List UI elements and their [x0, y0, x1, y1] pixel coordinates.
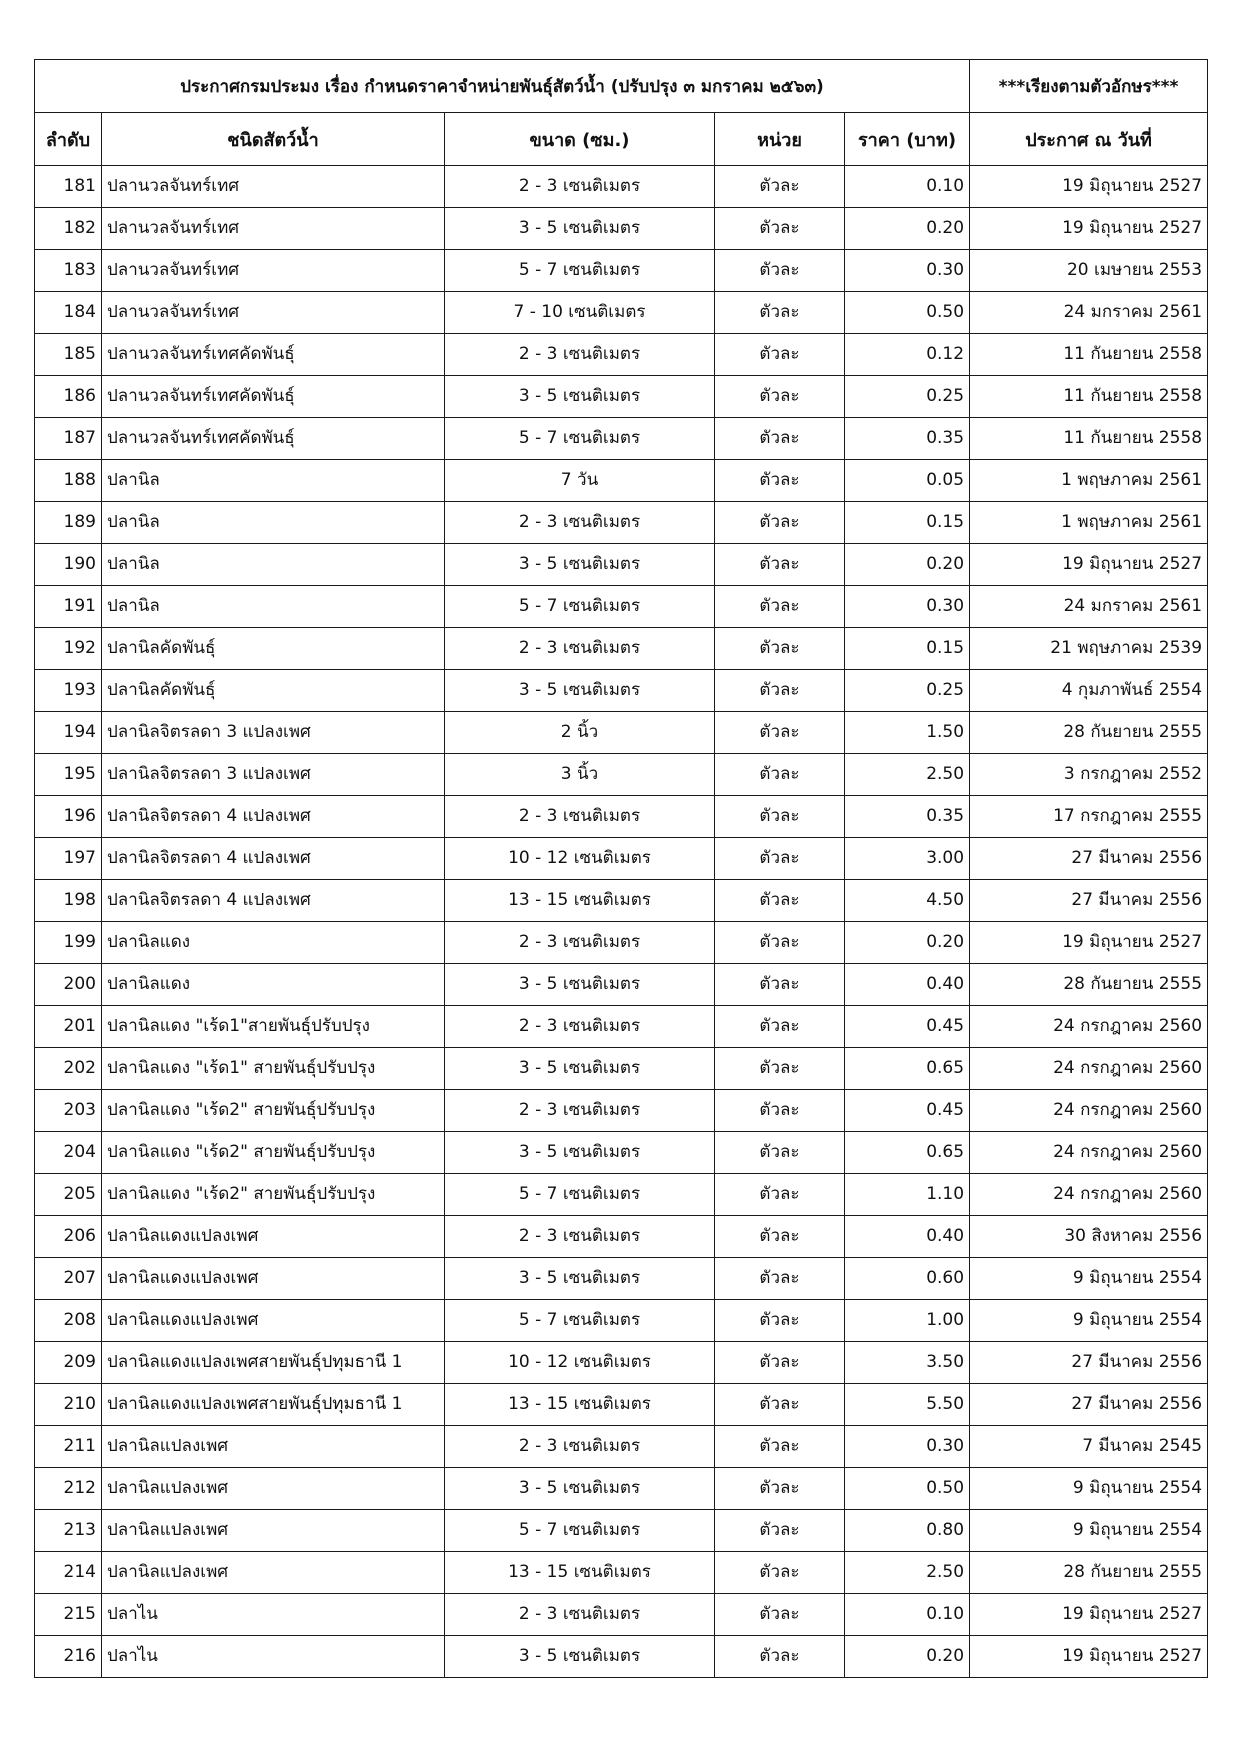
- cell-size: 5 - 7 เซนติเมตร: [445, 1174, 715, 1216]
- cell-no: 191: [35, 586, 102, 628]
- cell-size: 2 - 3 เซนติเมตร: [445, 334, 715, 376]
- table-row: [35, 922, 1208, 964]
- table-row: [35, 838, 1208, 880]
- cell-price: 0.05: [845, 460, 970, 502]
- cell-date: 19 มิถุนายน 2527: [970, 166, 1208, 208]
- cell-no: 183: [35, 250, 102, 292]
- cell-size: 2 - 3 เซนติเมตร: [445, 628, 715, 670]
- cell-size: 5 - 7 เซนติเมตร: [445, 418, 715, 460]
- cell-unit: ตัวละ: [715, 586, 845, 628]
- cell-unit: ตัวละ: [715, 1048, 845, 1090]
- cell-size: 13 - 15 เซนติเมตร: [445, 1552, 715, 1594]
- table-row: [35, 1132, 1208, 1174]
- cell-species: ปลานิลแดงแปลงเพศ: [102, 1216, 445, 1258]
- cell-size: 3 - 5 เซนติเมตร: [445, 544, 715, 586]
- cell-size: 10 - 12 เซนติเมตร: [445, 838, 715, 880]
- cell-size: 3 - 5 เซนติเมตร: [445, 208, 715, 250]
- cell-price: 0.50: [845, 1468, 970, 1510]
- cell-date: 28 กันยายน 2555: [970, 712, 1208, 754]
- cell-date: 1 พฤษภาคม 2561: [970, 502, 1208, 544]
- cell-date: 27 มีนาคม 2556: [970, 1384, 1208, 1426]
- cell-unit: ตัวละ: [715, 1006, 845, 1048]
- cell-price: 0.45: [845, 1006, 970, 1048]
- cell-date: 9 มิถุนายน 2554: [970, 1258, 1208, 1300]
- cell-size: 5 - 7 เซนติเมตร: [445, 586, 715, 628]
- cell-date: 27 มีนาคม 2556: [970, 880, 1208, 922]
- cell-species: ปลานิลแปลงเพศ: [102, 1468, 445, 1510]
- cell-no: 196: [35, 796, 102, 838]
- cell-species: ปลานิลแดง "เร้ด1"สายพันธุ์ปรับปรุง: [102, 1006, 445, 1048]
- cell-price: 4.50: [845, 880, 970, 922]
- cell-no: 181: [35, 166, 102, 208]
- cell-species: ปลานิลแดงแปลงเพศ: [102, 1300, 445, 1342]
- cell-no: 193: [35, 670, 102, 712]
- cell-date: 4 กุมภาพันธ์ 2554: [970, 670, 1208, 712]
- cell-price: 2.50: [845, 754, 970, 796]
- cell-unit: ตัวละ: [715, 1510, 845, 1552]
- cell-unit: ตัวละ: [715, 166, 845, 208]
- cell-size: 3 - 5 เซนติเมตร: [445, 1132, 715, 1174]
- cell-unit: ตัวละ: [715, 1552, 845, 1594]
- cell-size: 3 - 5 เซนติเมตร: [445, 964, 715, 1006]
- cell-unit: ตัวละ: [715, 250, 845, 292]
- cell-date: 19 มิถุนายน 2527: [970, 922, 1208, 964]
- cell-size: 2 - 3 เซนติเมตร: [445, 166, 715, 208]
- cell-size: 2 นิ้ว: [445, 712, 715, 754]
- cell-species: ปลานวลจันทร์เทศ: [102, 292, 445, 334]
- table-row: [35, 1510, 1208, 1552]
- cell-unit: ตัวละ: [715, 1426, 845, 1468]
- table-row: [35, 1552, 1208, 1594]
- cell-species: ปลานิลคัดพันธุ์: [102, 628, 445, 670]
- cell-unit: ตัวละ: [715, 838, 845, 880]
- cell-unit: ตัวละ: [715, 460, 845, 502]
- cell-date: 11 กันยายน 2558: [970, 418, 1208, 460]
- cell-species: ปลานิล: [102, 502, 445, 544]
- cell-price: 0.60: [845, 1258, 970, 1300]
- cell-price: 0.25: [845, 376, 970, 418]
- table-row: [35, 1090, 1208, 1132]
- cell-date: 19 มิถุนายน 2527: [970, 1636, 1208, 1678]
- table-row: [35, 586, 1208, 628]
- cell-unit: ตัวละ: [715, 292, 845, 334]
- cell-unit: ตัวละ: [715, 1594, 845, 1636]
- cell-price: 0.15: [845, 502, 970, 544]
- cell-size: 7 วัน: [445, 460, 715, 502]
- cell-species: ปลานิลแปลงเพศ: [102, 1426, 445, 1468]
- cell-price: 0.20: [845, 544, 970, 586]
- cell-date: 27 มีนาคม 2556: [970, 1342, 1208, 1384]
- cell-date: 19 มิถุนายน 2527: [970, 544, 1208, 586]
- cell-date: 20 เมษายน 2553: [970, 250, 1208, 292]
- cell-unit: ตัวละ: [715, 1216, 845, 1258]
- cell-species: ปลานิลจิตรลดา 3 แปลงเพศ: [102, 754, 445, 796]
- cell-unit: ตัวละ: [715, 544, 845, 586]
- cell-size: 13 - 15 เซนติเมตร: [445, 1384, 715, 1426]
- cell-size: 13 - 15 เซนติเมตร: [445, 880, 715, 922]
- cell-species: ปลานิลคัดพันธุ์: [102, 670, 445, 712]
- cell-price: 0.15: [845, 628, 970, 670]
- cell-species: ปลานวลจันทร์เทศ: [102, 250, 445, 292]
- cell-species: ปลาไน: [102, 1594, 445, 1636]
- cell-unit: ตัวละ: [715, 1384, 845, 1426]
- cell-unit: ตัวละ: [715, 1258, 845, 1300]
- table-row: [35, 208, 1208, 250]
- cell-size: 7 - 10 เซนติเมตร: [445, 292, 715, 334]
- cell-price: 1.00: [845, 1300, 970, 1342]
- cell-species: ปลานวลจันทร์เทศ: [102, 208, 445, 250]
- cell-species: ปลานิลแดง "เร้ด2" สายพันธุ์ปรับปรุง: [102, 1090, 445, 1132]
- col-header-date: ประกาศ ณ วันที่: [970, 113, 1208, 166]
- cell-no: 206: [35, 1216, 102, 1258]
- cell-no: 205: [35, 1174, 102, 1216]
- cell-species: ปลานิลแปลงเพศ: [102, 1510, 445, 1552]
- cell-price: 3.00: [845, 838, 970, 880]
- cell-unit: ตัวละ: [715, 1300, 845, 1342]
- cell-unit: ตัวละ: [715, 796, 845, 838]
- cell-price: 2.50: [845, 1552, 970, 1594]
- cell-no: 216: [35, 1636, 102, 1678]
- price-table-body: [35, 60, 1208, 1678]
- cell-price: 0.50: [845, 292, 970, 334]
- cell-no: 195: [35, 754, 102, 796]
- col-header-species: ชนิดสัตว์น้ำ: [102, 113, 445, 166]
- cell-size: 3 - 5 เซนติเมตร: [445, 670, 715, 712]
- cell-no: 214: [35, 1552, 102, 1594]
- cell-species: ปลานวลจันทร์เทศคัดพันธุ์: [102, 376, 445, 418]
- cell-price: 3.50: [845, 1342, 970, 1384]
- cell-no: 184: [35, 292, 102, 334]
- cell-no: 211: [35, 1426, 102, 1468]
- cell-species: ปลานิล: [102, 460, 445, 502]
- cell-price: 0.35: [845, 796, 970, 838]
- cell-size: 10 - 12 เซนติเมตร: [445, 1342, 715, 1384]
- cell-size: 2 - 3 เซนติเมตร: [445, 1216, 715, 1258]
- table-row: [35, 292, 1208, 334]
- cell-size: 5 - 7 เซนติเมตร: [445, 250, 715, 292]
- cell-price: 0.12: [845, 334, 970, 376]
- cell-unit: ตัวละ: [715, 1174, 845, 1216]
- table-row: [35, 1342, 1208, 1384]
- table-row: [35, 166, 1208, 208]
- cell-unit: ตัวละ: [715, 964, 845, 1006]
- table-row: [35, 418, 1208, 460]
- cell-price: 0.40: [845, 964, 970, 1006]
- table-row: [35, 250, 1208, 292]
- cell-date: 28 กันยายน 2555: [970, 964, 1208, 1006]
- cell-species: ปลานิล: [102, 586, 445, 628]
- cell-unit: ตัวละ: [715, 208, 845, 250]
- title-row: [35, 60, 1208, 113]
- table-row: [35, 712, 1208, 754]
- cell-price: 0.20: [845, 922, 970, 964]
- cell-date: 21 พฤษภาคม 2539: [970, 628, 1208, 670]
- cell-unit: ตัวละ: [715, 1342, 845, 1384]
- cell-species: ปลานิลแดง "เร้ด2" สายพันธุ์ปรับปรุง: [102, 1132, 445, 1174]
- cell-no: 186: [35, 376, 102, 418]
- table-row: [35, 880, 1208, 922]
- cell-price: 0.30: [845, 250, 970, 292]
- cell-no: 204: [35, 1132, 102, 1174]
- cell-price: 0.65: [845, 1132, 970, 1174]
- cell-size: 2 - 3 เซนติเมตร: [445, 1594, 715, 1636]
- cell-no: 200: [35, 964, 102, 1006]
- cell-price: 0.10: [845, 166, 970, 208]
- table-row: [35, 628, 1208, 670]
- cell-species: ปลานิลแปลงเพศ: [102, 1552, 445, 1594]
- table-row: [35, 544, 1208, 586]
- cell-no: 215: [35, 1594, 102, 1636]
- cell-date: 9 มิถุนายน 2554: [970, 1300, 1208, 1342]
- document-title: ประกาศกรมประมง เรื่อง กำหนดราคาจำหน่ายพันธุ์สัตว์น้ำ (ปรับปรุง ๓ มกราคม ๒๕๖๓): [35, 60, 970, 113]
- table-row: [35, 376, 1208, 418]
- cell-price: 0.20: [845, 208, 970, 250]
- cell-no: 185: [35, 334, 102, 376]
- cell-species: ปลานิลจิตรลดา 3 แปลงเพศ: [102, 712, 445, 754]
- cell-size: 2 - 3 เซนติเมตร: [445, 502, 715, 544]
- cell-size: 2 - 3 เซนติเมตร: [445, 796, 715, 838]
- cell-price: 0.40: [845, 1216, 970, 1258]
- cell-species: ปลาไน: [102, 1636, 445, 1678]
- table-row: [35, 754, 1208, 796]
- cell-species: ปลานวลจันทร์เทศคัดพันธุ์: [102, 418, 445, 460]
- cell-date: 7 มีนาคม 2545: [970, 1426, 1208, 1468]
- cell-no: 189: [35, 502, 102, 544]
- cell-species: ปลานิลจิตรลดา 4 แปลงเพศ: [102, 880, 445, 922]
- table-row: [35, 1048, 1208, 1090]
- cell-date: 24 มกราคม 2561: [970, 292, 1208, 334]
- cell-no: 182: [35, 208, 102, 250]
- cell-species: ปลานิลแดง "เร้ด1" สายพันธุ์ปรับปรุง: [102, 1048, 445, 1090]
- sort-note: ***เรียงตามตัวอักษร***: [970, 60, 1208, 113]
- cell-unit: ตัวละ: [715, 880, 845, 922]
- cell-no: 212: [35, 1468, 102, 1510]
- cell-no: 199: [35, 922, 102, 964]
- cell-species: ปลานิลแดงแปลงเพศสายพันธุ์ปทุมธานี 1: [102, 1384, 445, 1426]
- cell-date: 1 พฤษภาคม 2561: [970, 460, 1208, 502]
- cell-unit: ตัวละ: [715, 1636, 845, 1678]
- cell-size: 2 - 3 เซนติเมตร: [445, 922, 715, 964]
- col-header-price: ราคา (บาท): [845, 113, 970, 166]
- cell-no: 190: [35, 544, 102, 586]
- cell-no: 192: [35, 628, 102, 670]
- cell-size: 3 - 5 เซนติเมตร: [445, 1258, 715, 1300]
- cell-price: 0.45: [845, 1090, 970, 1132]
- table-row: [35, 1384, 1208, 1426]
- cell-date: 24 กรกฎาคม 2560: [970, 1090, 1208, 1132]
- cell-date: 27 มีนาคม 2556: [970, 838, 1208, 880]
- table-row: [35, 964, 1208, 1006]
- cell-species: ปลานิลแดงแปลงเพศ: [102, 1258, 445, 1300]
- table-row: [35, 1594, 1208, 1636]
- cell-date: 11 กันยายน 2558: [970, 376, 1208, 418]
- cell-species: ปลานวลจันทร์เทศคัดพันธุ์: [102, 334, 445, 376]
- cell-species: ปลานิลแดง: [102, 964, 445, 1006]
- cell-unit: ตัวละ: [715, 1090, 845, 1132]
- table-row: [35, 670, 1208, 712]
- cell-date: 19 มิถุนายน 2527: [970, 1594, 1208, 1636]
- cell-price: 1.50: [845, 712, 970, 754]
- cell-size: 2 - 3 เซนติเมตร: [445, 1090, 715, 1132]
- table-row: [35, 460, 1208, 502]
- table-row: [35, 1636, 1208, 1678]
- cell-no: 207: [35, 1258, 102, 1300]
- cell-species: ปลานิลจิตรลดา 4 แปลงเพศ: [102, 796, 445, 838]
- cell-date: 19 มิถุนายน 2527: [970, 208, 1208, 250]
- cell-date: 24 กรกฎาคม 2560: [970, 1048, 1208, 1090]
- cell-price: 5.50: [845, 1384, 970, 1426]
- table-row: [35, 1468, 1208, 1510]
- cell-unit: ตัวละ: [715, 754, 845, 796]
- cell-date: 24 มกราคม 2561: [970, 586, 1208, 628]
- col-header-unit: หน่วย: [715, 113, 845, 166]
- cell-species: ปลานวลจันทร์เทศ: [102, 166, 445, 208]
- cell-unit: ตัวละ: [715, 376, 845, 418]
- cell-date: 17 กรกฎาคม 2555: [970, 796, 1208, 838]
- cell-species: ปลานิลแดง: [102, 922, 445, 964]
- cell-species: ปลานิลแดง "เร้ด2" สายพันธุ์ปรับปรุง: [102, 1174, 445, 1216]
- cell-size: 3 นิ้ว: [445, 754, 715, 796]
- col-header-size: ขนาด (ซม.): [445, 113, 715, 166]
- cell-unit: ตัวละ: [715, 334, 845, 376]
- cell-size: 5 - 7 เซนติเมตร: [445, 1510, 715, 1552]
- cell-unit: ตัวละ: [715, 502, 845, 544]
- cell-date: 3 กรกฎาคม 2552: [970, 754, 1208, 796]
- cell-species: ปลานิล: [102, 544, 445, 586]
- cell-unit: ตัวละ: [715, 712, 845, 754]
- cell-unit: ตัวละ: [715, 1132, 845, 1174]
- cell-size: 2 - 3 เซนติเมตร: [445, 1006, 715, 1048]
- cell-price: 0.25: [845, 670, 970, 712]
- cell-no: 201: [35, 1006, 102, 1048]
- cell-no: 187: [35, 418, 102, 460]
- cell-size: 3 - 5 เซนติเมตร: [445, 376, 715, 418]
- cell-date: 30 สิงหาคม 2556: [970, 1216, 1208, 1258]
- table-row: [35, 1300, 1208, 1342]
- cell-date: 11 กันยายน 2558: [970, 334, 1208, 376]
- cell-price: 0.65: [845, 1048, 970, 1090]
- cell-no: 208: [35, 1300, 102, 1342]
- cell-size: 3 - 5 เซนติเมตร: [445, 1636, 715, 1678]
- table-row: [35, 1426, 1208, 1468]
- cell-date: 9 มิถุนายน 2554: [970, 1510, 1208, 1552]
- cell-price: 1.10: [845, 1174, 970, 1216]
- cell-price: 0.30: [845, 1426, 970, 1468]
- cell-unit: ตัวละ: [715, 922, 845, 964]
- cell-no: 209: [35, 1342, 102, 1384]
- cell-unit: ตัวละ: [715, 1468, 845, 1510]
- table-row: [35, 1258, 1208, 1300]
- cell-unit: ตัวละ: [715, 418, 845, 460]
- cell-date: 24 กรกฎาคม 2560: [970, 1006, 1208, 1048]
- col-header-no: ลำดับ: [35, 113, 102, 166]
- price-table: [34, 59, 1208, 1678]
- column-header-row: [35, 113, 1208, 166]
- cell-no: 203: [35, 1090, 102, 1132]
- cell-date: 24 กรกฎาคม 2560: [970, 1174, 1208, 1216]
- cell-no: 188: [35, 460, 102, 502]
- table-row: [35, 796, 1208, 838]
- cell-size: 2 - 3 เซนติเมตร: [445, 1426, 715, 1468]
- cell-price: 0.30: [845, 586, 970, 628]
- cell-size: 3 - 5 เซนติเมตร: [445, 1468, 715, 1510]
- cell-species: ปลานิลจิตรลดา 4 แปลงเพศ: [102, 838, 445, 880]
- cell-price: 0.20: [845, 1636, 970, 1678]
- cell-date: 24 กรกฎาคม 2560: [970, 1132, 1208, 1174]
- cell-species: ปลานิลแดงแปลงเพศสายพันธุ์ปทุมธานี 1: [102, 1342, 445, 1384]
- cell-no: 198: [35, 880, 102, 922]
- cell-size: 3 - 5 เซนติเมตร: [445, 1048, 715, 1090]
- cell-no: 197: [35, 838, 102, 880]
- cell-size: 5 - 7 เซนติเมตร: [445, 1300, 715, 1342]
- cell-price: 0.10: [845, 1594, 970, 1636]
- cell-date: 28 กันยายน 2555: [970, 1552, 1208, 1594]
- cell-no: 202: [35, 1048, 102, 1090]
- cell-price: 0.35: [845, 418, 970, 460]
- cell-date: 9 มิถุนายน 2554: [970, 1468, 1208, 1510]
- cell-unit: ตัวละ: [715, 628, 845, 670]
- cell-no: 210: [35, 1384, 102, 1426]
- table-row: [35, 502, 1208, 544]
- cell-no: 194: [35, 712, 102, 754]
- cell-price: 0.80: [845, 1510, 970, 1552]
- table-row: [35, 1216, 1208, 1258]
- table-row: [35, 1174, 1208, 1216]
- table-row: [35, 1006, 1208, 1048]
- cell-no: 213: [35, 1510, 102, 1552]
- table-row: [35, 334, 1208, 376]
- cell-unit: ตัวละ: [715, 670, 845, 712]
